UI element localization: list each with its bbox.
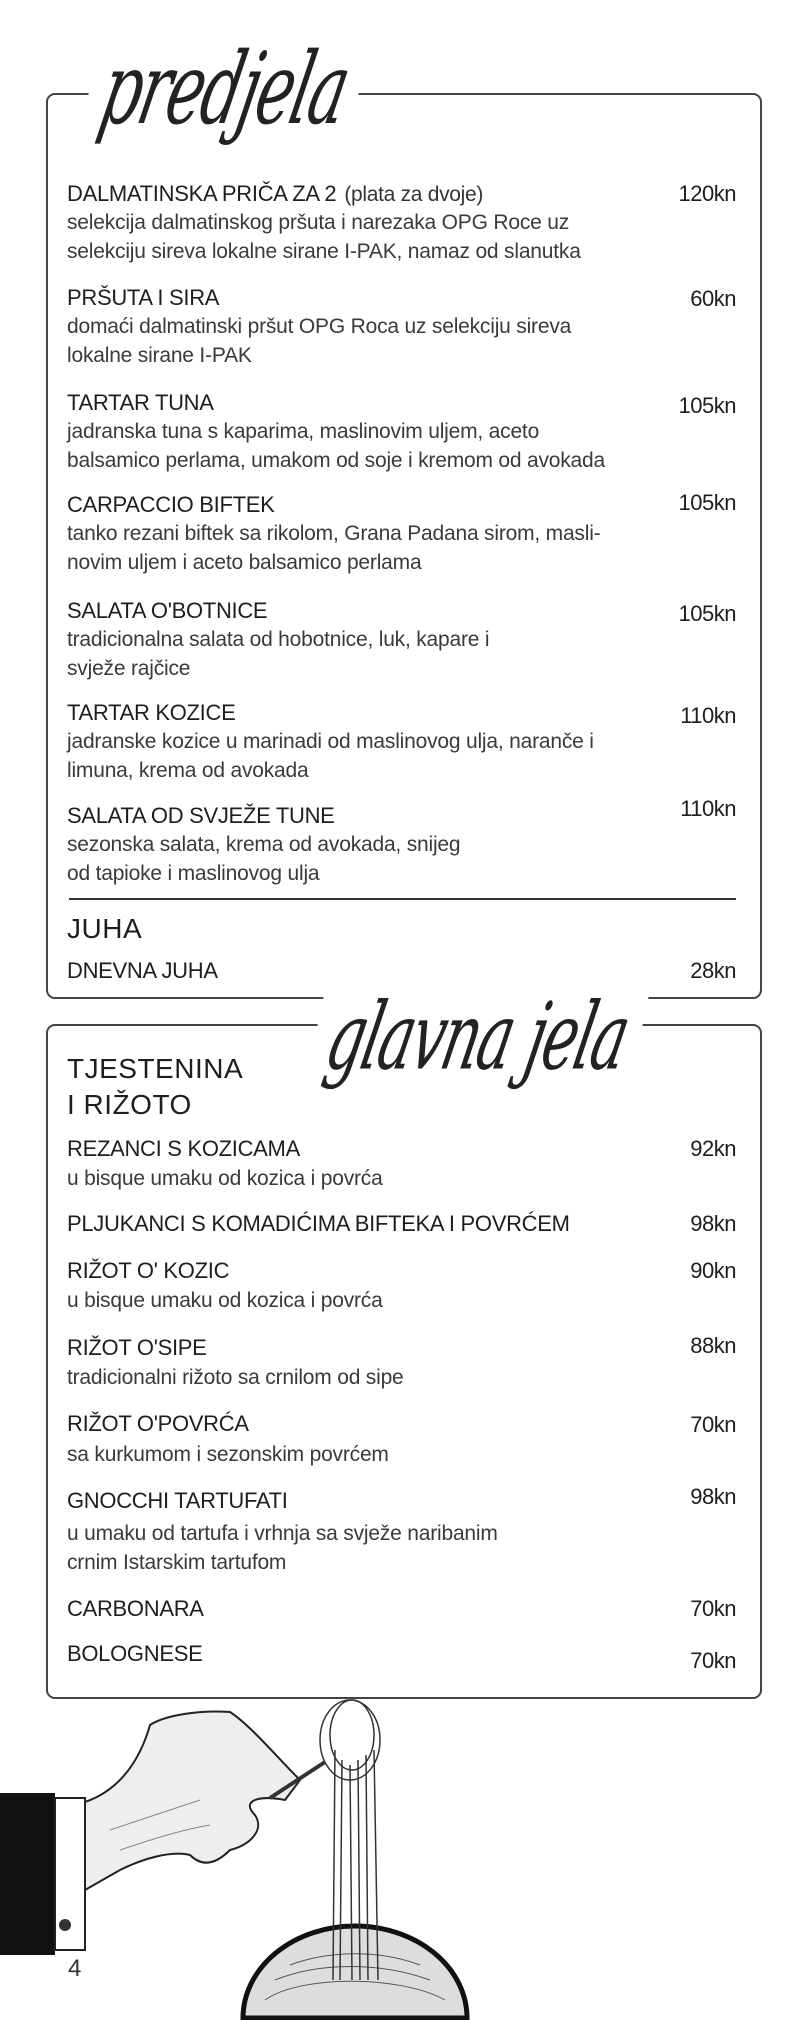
menu-item-description: tradicionalni rižoto sa crnilom od sipe bbox=[67, 1366, 404, 1389]
menu-item-price: 70kn bbox=[690, 1596, 736, 1621]
menu-item-name bbox=[67, 803, 335, 829]
item-name-text: PRŠUTA I SIRA bbox=[67, 285, 220, 310]
menu-item-name bbox=[67, 700, 235, 726]
item-name-text: RIŽOT O'POVRĆA bbox=[67, 1411, 249, 1436]
item-note: (plata za dvoje) bbox=[344, 183, 484, 206]
menu-item-description: u bisque umaku od kozica i povrća bbox=[67, 1167, 383, 1190]
menu-item-name bbox=[67, 1641, 202, 1667]
item-name-text: REZANCI S KOZICAMA bbox=[67, 1136, 300, 1161]
item-name-text: CARPACCIO BIFTEK bbox=[67, 492, 275, 517]
menu-item-description: jadranska tuna s kaparima, maslinovim uljem, aceto bbox=[67, 420, 540, 443]
menu-item-description: svježe rajčice bbox=[67, 657, 191, 680]
hand-fork-spaghetti-illustration bbox=[0, 1680, 788, 2020]
menu-item-price: 105kn bbox=[678, 601, 736, 626]
item-name-text: CARBONARA bbox=[67, 1596, 204, 1621]
starters-heading: predjela bbox=[79, 40, 371, 139]
cufflink bbox=[59, 1919, 71, 1931]
menu-item-description: limuna, krema od avokada bbox=[67, 759, 309, 782]
menu-item-description: u umaku od tartufa i vrhnja sa svježe naribanim bbox=[67, 1522, 498, 1545]
menu-item-name bbox=[67, 492, 275, 518]
item-name-text: SALATA OD SVJEŽE TUNE bbox=[67, 803, 335, 828]
menu-item-description: novim uljem i aceto balsamico perlama bbox=[67, 551, 422, 574]
menu-item-description: crnim Istarskim tartufom bbox=[67, 1551, 287, 1574]
item-name-text: TARTAR TUNA bbox=[67, 390, 214, 415]
menu-item-price: 105kn bbox=[678, 393, 736, 418]
menu-item-name bbox=[67, 1258, 229, 1284]
menu-item-description: sezonska salata, krema od avokada, snijeg bbox=[67, 833, 461, 856]
menu-item-price: 92kn bbox=[690, 1136, 736, 1161]
hand bbox=[85, 1712, 300, 1890]
menu-item-description: od tapioke i maslinovog ulja bbox=[67, 862, 320, 885]
menu-item-description: tanko rezani biftek sa rikolom, Grana Padana sirom, masli- bbox=[67, 522, 601, 545]
menu-item-price: 90kn bbox=[690, 1258, 736, 1283]
menu-item-description: domaći dalmatinski pršut OPG Roca uz selekciju sireva bbox=[67, 315, 572, 338]
item-name-text: BOLOGNESE bbox=[67, 1641, 203, 1666]
menu-item-name: DNEVNA JUHA bbox=[67, 958, 218, 983]
menu-item-price: 70kn bbox=[690, 1648, 736, 1673]
menu-item-price: 110kn bbox=[680, 796, 736, 821]
menu-item-description: tradicionalna salata od hobotnice, luk, kapare i bbox=[67, 628, 490, 651]
menu-item-name bbox=[67, 1211, 570, 1237]
menu-item-name bbox=[67, 390, 214, 416]
menu-item-name bbox=[67, 1411, 249, 1437]
item-name-text: RIŽOT O' KOZIC bbox=[67, 1258, 230, 1283]
sleeve bbox=[0, 1793, 55, 1955]
menu-item-description: lokalne sirane I-PAK bbox=[67, 344, 252, 367]
menu-item-name bbox=[67, 285, 219, 311]
menu-item-price: 28kn bbox=[690, 958, 736, 983]
section-divider bbox=[69, 898, 736, 900]
menu-item-price: 120kn bbox=[678, 181, 736, 206]
menu-item-name bbox=[67, 1136, 300, 1162]
menu-item-name bbox=[67, 598, 267, 624]
menu-item-description: balsamico perlama, umakom od soje i kremom od avokada bbox=[67, 449, 605, 472]
menu-item-description: selekcija dalmatinskog pršuta i narezaka OPG Roce uz bbox=[67, 211, 570, 234]
menu-item-name bbox=[67, 1335, 207, 1361]
menu-item-price: 105kn bbox=[678, 490, 736, 515]
plate-of-spaghetti bbox=[243, 1926, 467, 2018]
menu-item-price: 98kn bbox=[690, 1211, 736, 1236]
menu-item-description: sa kurkumom i sezonskim povrćem bbox=[67, 1443, 389, 1466]
menu-item-price: 88kn bbox=[690, 1333, 736, 1358]
menu-item-description: selekciju sireva lokalne sirane I-PAK, namaz od slanutka bbox=[67, 240, 581, 263]
menu-item-description: u bisque umaku od kozica i povrća bbox=[67, 1289, 383, 1312]
mains-section-title-line1: TJESTENINA bbox=[67, 1053, 244, 1084]
menu-item-name bbox=[67, 181, 483, 208]
menu-item-price: 110kn bbox=[680, 703, 736, 728]
menu-item-name bbox=[67, 1488, 288, 1514]
item-name-text: SALATA O'BOTNICE bbox=[67, 598, 268, 623]
menu-item-price: 70kn bbox=[690, 1412, 736, 1437]
soup-section-title: JUHA bbox=[67, 913, 143, 944]
menu-item-name bbox=[67, 1596, 204, 1622]
menu-item-price: 60kn bbox=[690, 286, 736, 311]
menu-item-price: 98kn bbox=[690, 1484, 736, 1509]
item-name-text: PLJUKANCI S KOMADIĆIMA BIFTEKA I POVRĆEM bbox=[67, 1211, 570, 1236]
menu-item-description: jadranske kozice u marinadi od maslinovog ulja, naranče i bbox=[67, 730, 594, 753]
item-name-text: TARTAR KOZICE bbox=[67, 700, 236, 725]
mains-section-title-line2: I RIŽOTO bbox=[67, 1089, 192, 1120]
item-name-text: DALMATINSKA PRIČA ZA 2 bbox=[67, 181, 337, 206]
item-name-text: RIŽOT O'SIPE bbox=[67, 1335, 207, 1360]
item-name-text: GNOCCHI TARTUFATI bbox=[67, 1488, 288, 1513]
page-number: 4 bbox=[68, 1955, 82, 1982]
mains-heading: glavna jela bbox=[305, 990, 650, 1083]
